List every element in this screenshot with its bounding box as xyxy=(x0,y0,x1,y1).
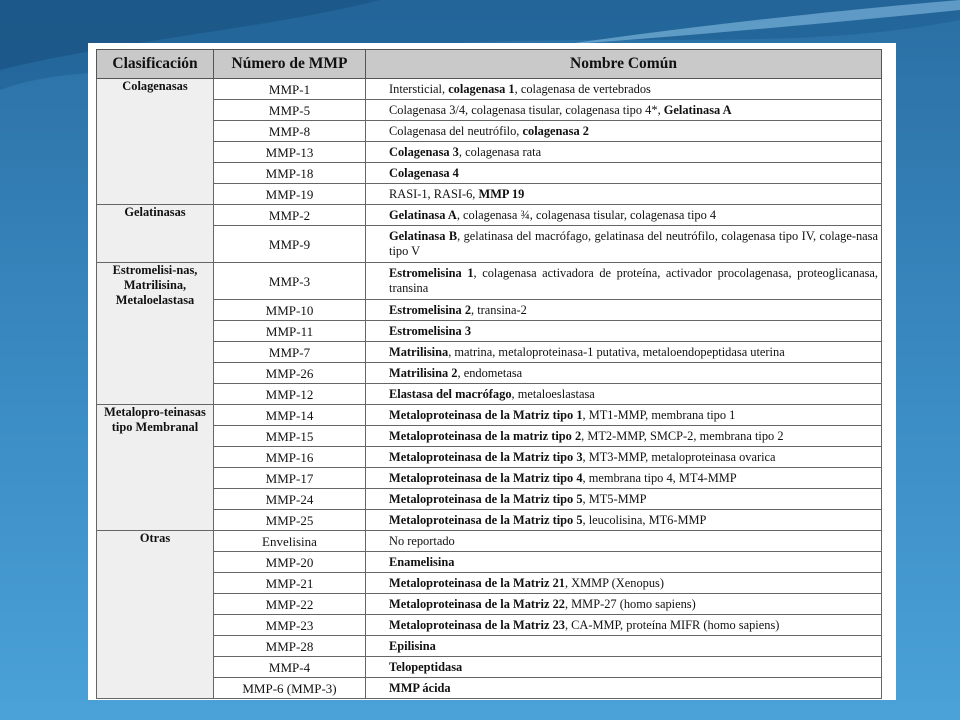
name-bold-segment: MMP ácida xyxy=(389,680,451,695)
common-name-cell xyxy=(366,657,882,678)
common-name-cell xyxy=(366,100,882,121)
mmp-number-cell: MMP-6 (MMP-3) xyxy=(214,678,366,699)
table-row xyxy=(97,468,882,489)
table-row xyxy=(97,384,882,405)
name-text-segment: No reportado xyxy=(389,533,455,548)
name-text-segment: , colagenasa ¾, colagenasa tisular, colagenasa tipo 4 xyxy=(456,207,717,222)
name-bold-segment: Metaloproteinasa de la Matriz tipo 5 xyxy=(389,491,583,506)
common-name-cell xyxy=(366,594,882,615)
table-row xyxy=(97,79,882,100)
name-text-segment: , transina-2 xyxy=(471,302,527,317)
name-text-segment: , MMP-27 (homo sapiens) xyxy=(564,596,696,611)
name-bold-segment: Epilisina xyxy=(389,638,436,653)
name-text-segment: , metaloeslastasa xyxy=(511,386,595,401)
table-row xyxy=(97,205,882,226)
name-text-segment: , MT3-MMP, metaloproteinasa ovarica xyxy=(582,449,776,464)
name-bold-segment: Metaloproteinasa de la matriz tipo 2 xyxy=(389,428,582,443)
table-row xyxy=(97,615,882,636)
table-body xyxy=(97,79,882,699)
mmp-number-cell: MMP-13 xyxy=(214,142,366,163)
mmp-number-cell: MMP-11 xyxy=(214,321,366,342)
name-text-segment: , MT5-MMP xyxy=(582,491,647,506)
common-name-cell xyxy=(366,263,882,300)
name-text-segment: Colagenasa 3/4, colagenasa tisular, colagenasa tipo 4*, xyxy=(389,102,664,117)
name-text-segment: , XMMP (Xenopus) xyxy=(564,575,664,590)
table-header-row xyxy=(97,50,882,79)
common-name-cell xyxy=(366,142,882,163)
common-name-cell xyxy=(366,678,882,699)
name-bold-segment: Estromelisina 2 xyxy=(389,302,472,317)
mmp-number-cell: MMP-3 xyxy=(214,263,366,300)
common-name-cell xyxy=(366,384,882,405)
name-bold-segment: Elastasa del macrófago xyxy=(389,386,512,401)
mmp-number-cell: MMP-2 xyxy=(214,205,366,226)
common-name-cell xyxy=(366,163,882,184)
name-text-segment: Intersticial, xyxy=(389,81,449,96)
table-row xyxy=(97,594,882,615)
common-name-cell xyxy=(366,321,882,342)
name-bold-segment: Metaloproteinasa de la Matriz tipo 1 xyxy=(389,407,583,422)
common-name-cell xyxy=(366,79,882,100)
header-numero-mmp: Número de MMP xyxy=(214,50,366,79)
name-bold-segment: Metaloproteinasa de la Matriz tipo 3 xyxy=(389,449,583,464)
common-name-cell xyxy=(366,426,882,447)
common-name-cell xyxy=(366,531,882,552)
table-row xyxy=(97,163,882,184)
name-text-segment: Colagenasa del neutrófilo, xyxy=(389,123,523,138)
table-row xyxy=(97,426,882,447)
table-row xyxy=(97,405,882,426)
name-bold-segment: colagenasa 2 xyxy=(522,123,589,138)
name-bold-segment: Matrilisina xyxy=(389,344,449,359)
classification-cell: Gelatinasas xyxy=(97,205,214,263)
mmp-number-cell: Envelisina xyxy=(214,531,366,552)
mmp-number-cell: MMP-23 xyxy=(214,615,366,636)
mmp-number-cell: MMP-8 xyxy=(214,121,366,142)
name-bold-segment: MMP 19 xyxy=(478,186,525,201)
mmp-number-cell: MMP-16 xyxy=(214,447,366,468)
name-text-segment: , colagenasa rata xyxy=(458,144,542,159)
table-row xyxy=(97,573,882,594)
table-row xyxy=(97,636,882,657)
name-bold-segment: Matrilisina 2 xyxy=(389,365,458,380)
mmp-number-cell: MMP-4 xyxy=(214,657,366,678)
table-row xyxy=(97,363,882,384)
common-name-cell xyxy=(366,468,882,489)
mmp-number-cell: MMP-26 xyxy=(214,363,366,384)
name-bold-segment: Telopeptidasa xyxy=(389,659,463,674)
table-panel xyxy=(88,43,896,700)
name-text-segment: , membrana tipo 4, MT4-MMP xyxy=(582,470,737,485)
name-bold-segment: colagenasa 1 xyxy=(448,81,515,96)
mmp-number-cell: MMP-19 xyxy=(214,184,366,205)
common-name-cell xyxy=(366,510,882,531)
table-row xyxy=(97,263,882,300)
name-text-segment: , MT1-MMP, membrana tipo 1 xyxy=(582,407,736,422)
mmp-number-cell: MMP-18 xyxy=(214,163,366,184)
name-bold-segment: Colagenasa 4 xyxy=(389,165,459,180)
common-name-cell xyxy=(366,615,882,636)
name-bold-segment: Metaloproteinasa de la Matriz 21 xyxy=(389,575,565,590)
mmp-number-cell: MMP-21 xyxy=(214,573,366,594)
name-text-segment: , colagenasa activadora de proteína, activador procolagenasa, proteoglicanasa, transina xyxy=(389,266,878,295)
table-row xyxy=(97,447,882,468)
mmp-number-cell: MMP-24 xyxy=(214,489,366,510)
classification-cell: Estromelisi-nas, Matrilisina, Metaloelastasa xyxy=(97,263,214,405)
common-name-cell xyxy=(366,447,882,468)
mmp-number-cell: MMP-25 xyxy=(214,510,366,531)
table-row xyxy=(97,342,882,363)
common-name-cell xyxy=(366,205,882,226)
mmp-number-cell: MMP-17 xyxy=(214,468,366,489)
name-bold-segment: Gelatinasa B xyxy=(389,229,458,243)
mmp-number-cell: MMP-12 xyxy=(214,384,366,405)
name-text-segment: , matrina, metaloproteinasa-1 putativa, metaloendopeptidasa uterina xyxy=(448,344,785,359)
name-text-segment: , CA-MMP, proteína MIFR (homo sapiens) xyxy=(564,617,780,632)
common-name-cell xyxy=(366,636,882,657)
mmp-number-cell: MMP-9 xyxy=(214,226,366,263)
table-row xyxy=(97,678,882,699)
name-bold-segment: Estromelisina 3 xyxy=(389,323,472,338)
name-text-segment: RASI-1, RASI-6, xyxy=(389,186,479,201)
common-name-cell xyxy=(366,121,882,142)
table-row xyxy=(97,657,882,678)
name-bold-segment: Metaloproteinasa de la Matriz tipo 4 xyxy=(389,470,583,485)
classification-cell: Metalopro-teinasas tipo Membranal xyxy=(97,405,214,531)
header-clasificacion: Clasificación xyxy=(97,50,214,79)
name-text-segment: , MT2-MMP, SMCP-2, membrana tipo 2 xyxy=(581,428,784,443)
mmp-number-cell: MMP-28 xyxy=(214,636,366,657)
name-text-segment: , gelatinasa del macrófago, gelatinasa del neutrófilo, colagenasa tipo IV, colage-nasa tipo V xyxy=(389,229,878,258)
table-row xyxy=(97,531,882,552)
common-name-cell xyxy=(366,573,882,594)
table-row xyxy=(97,184,882,205)
common-name-cell xyxy=(366,363,882,384)
common-name-cell xyxy=(366,300,882,321)
table-row xyxy=(97,510,882,531)
header-nombre-comun: Nombre Común xyxy=(366,50,882,79)
table-row xyxy=(97,100,882,121)
name-bold-segment: Metaloproteinasa de la Matriz 22 xyxy=(389,596,565,611)
name-text-segment: , endometasa xyxy=(457,365,523,380)
mmp-number-cell: MMP-10 xyxy=(214,300,366,321)
name-bold-segment: Metaloproteinasa de la Matriz 23 xyxy=(389,617,565,632)
table-row xyxy=(97,121,882,142)
table-row xyxy=(97,321,882,342)
mmp-number-cell: MMP-5 xyxy=(214,100,366,121)
name-text-segment: , leucolisina, MT6-MMP xyxy=(582,512,707,527)
table-row xyxy=(97,300,882,321)
mmp-number-cell: MMP-7 xyxy=(214,342,366,363)
common-name-cell xyxy=(366,552,882,573)
name-bold-segment: Gelatinasa A xyxy=(389,207,457,222)
common-name-cell xyxy=(366,405,882,426)
table-row xyxy=(97,552,882,573)
table-row xyxy=(97,142,882,163)
common-name-cell xyxy=(366,489,882,510)
mmp-number-cell: MMP-20 xyxy=(214,552,366,573)
mmp-number-cell: MMP-1 xyxy=(214,79,366,100)
name-bold-segment: Colagenasa 3 xyxy=(389,144,459,159)
name-bold-segment: Metaloproteinasa de la Matriz tipo 5 xyxy=(389,512,583,527)
mmp-classification-table xyxy=(96,49,882,699)
name-bold-segment: Enamelisina xyxy=(389,554,455,569)
mmp-number-cell: MMP-14 xyxy=(214,405,366,426)
classification-cell: Otras xyxy=(97,531,214,699)
name-text-segment: , colagenasa de vertebrados xyxy=(514,81,651,96)
table-row xyxy=(97,489,882,510)
name-bold-segment: Estromelisina 1 xyxy=(389,266,474,280)
mmp-number-cell: MMP-15 xyxy=(214,426,366,447)
table-row xyxy=(97,226,882,263)
mmp-number-cell: MMP-22 xyxy=(214,594,366,615)
name-bold-segment: Gelatinasa A xyxy=(663,102,732,117)
common-name-cell xyxy=(366,184,882,205)
classification-cell: Colagenasas xyxy=(97,79,214,205)
common-name-cell xyxy=(366,226,882,263)
common-name-cell xyxy=(366,342,882,363)
